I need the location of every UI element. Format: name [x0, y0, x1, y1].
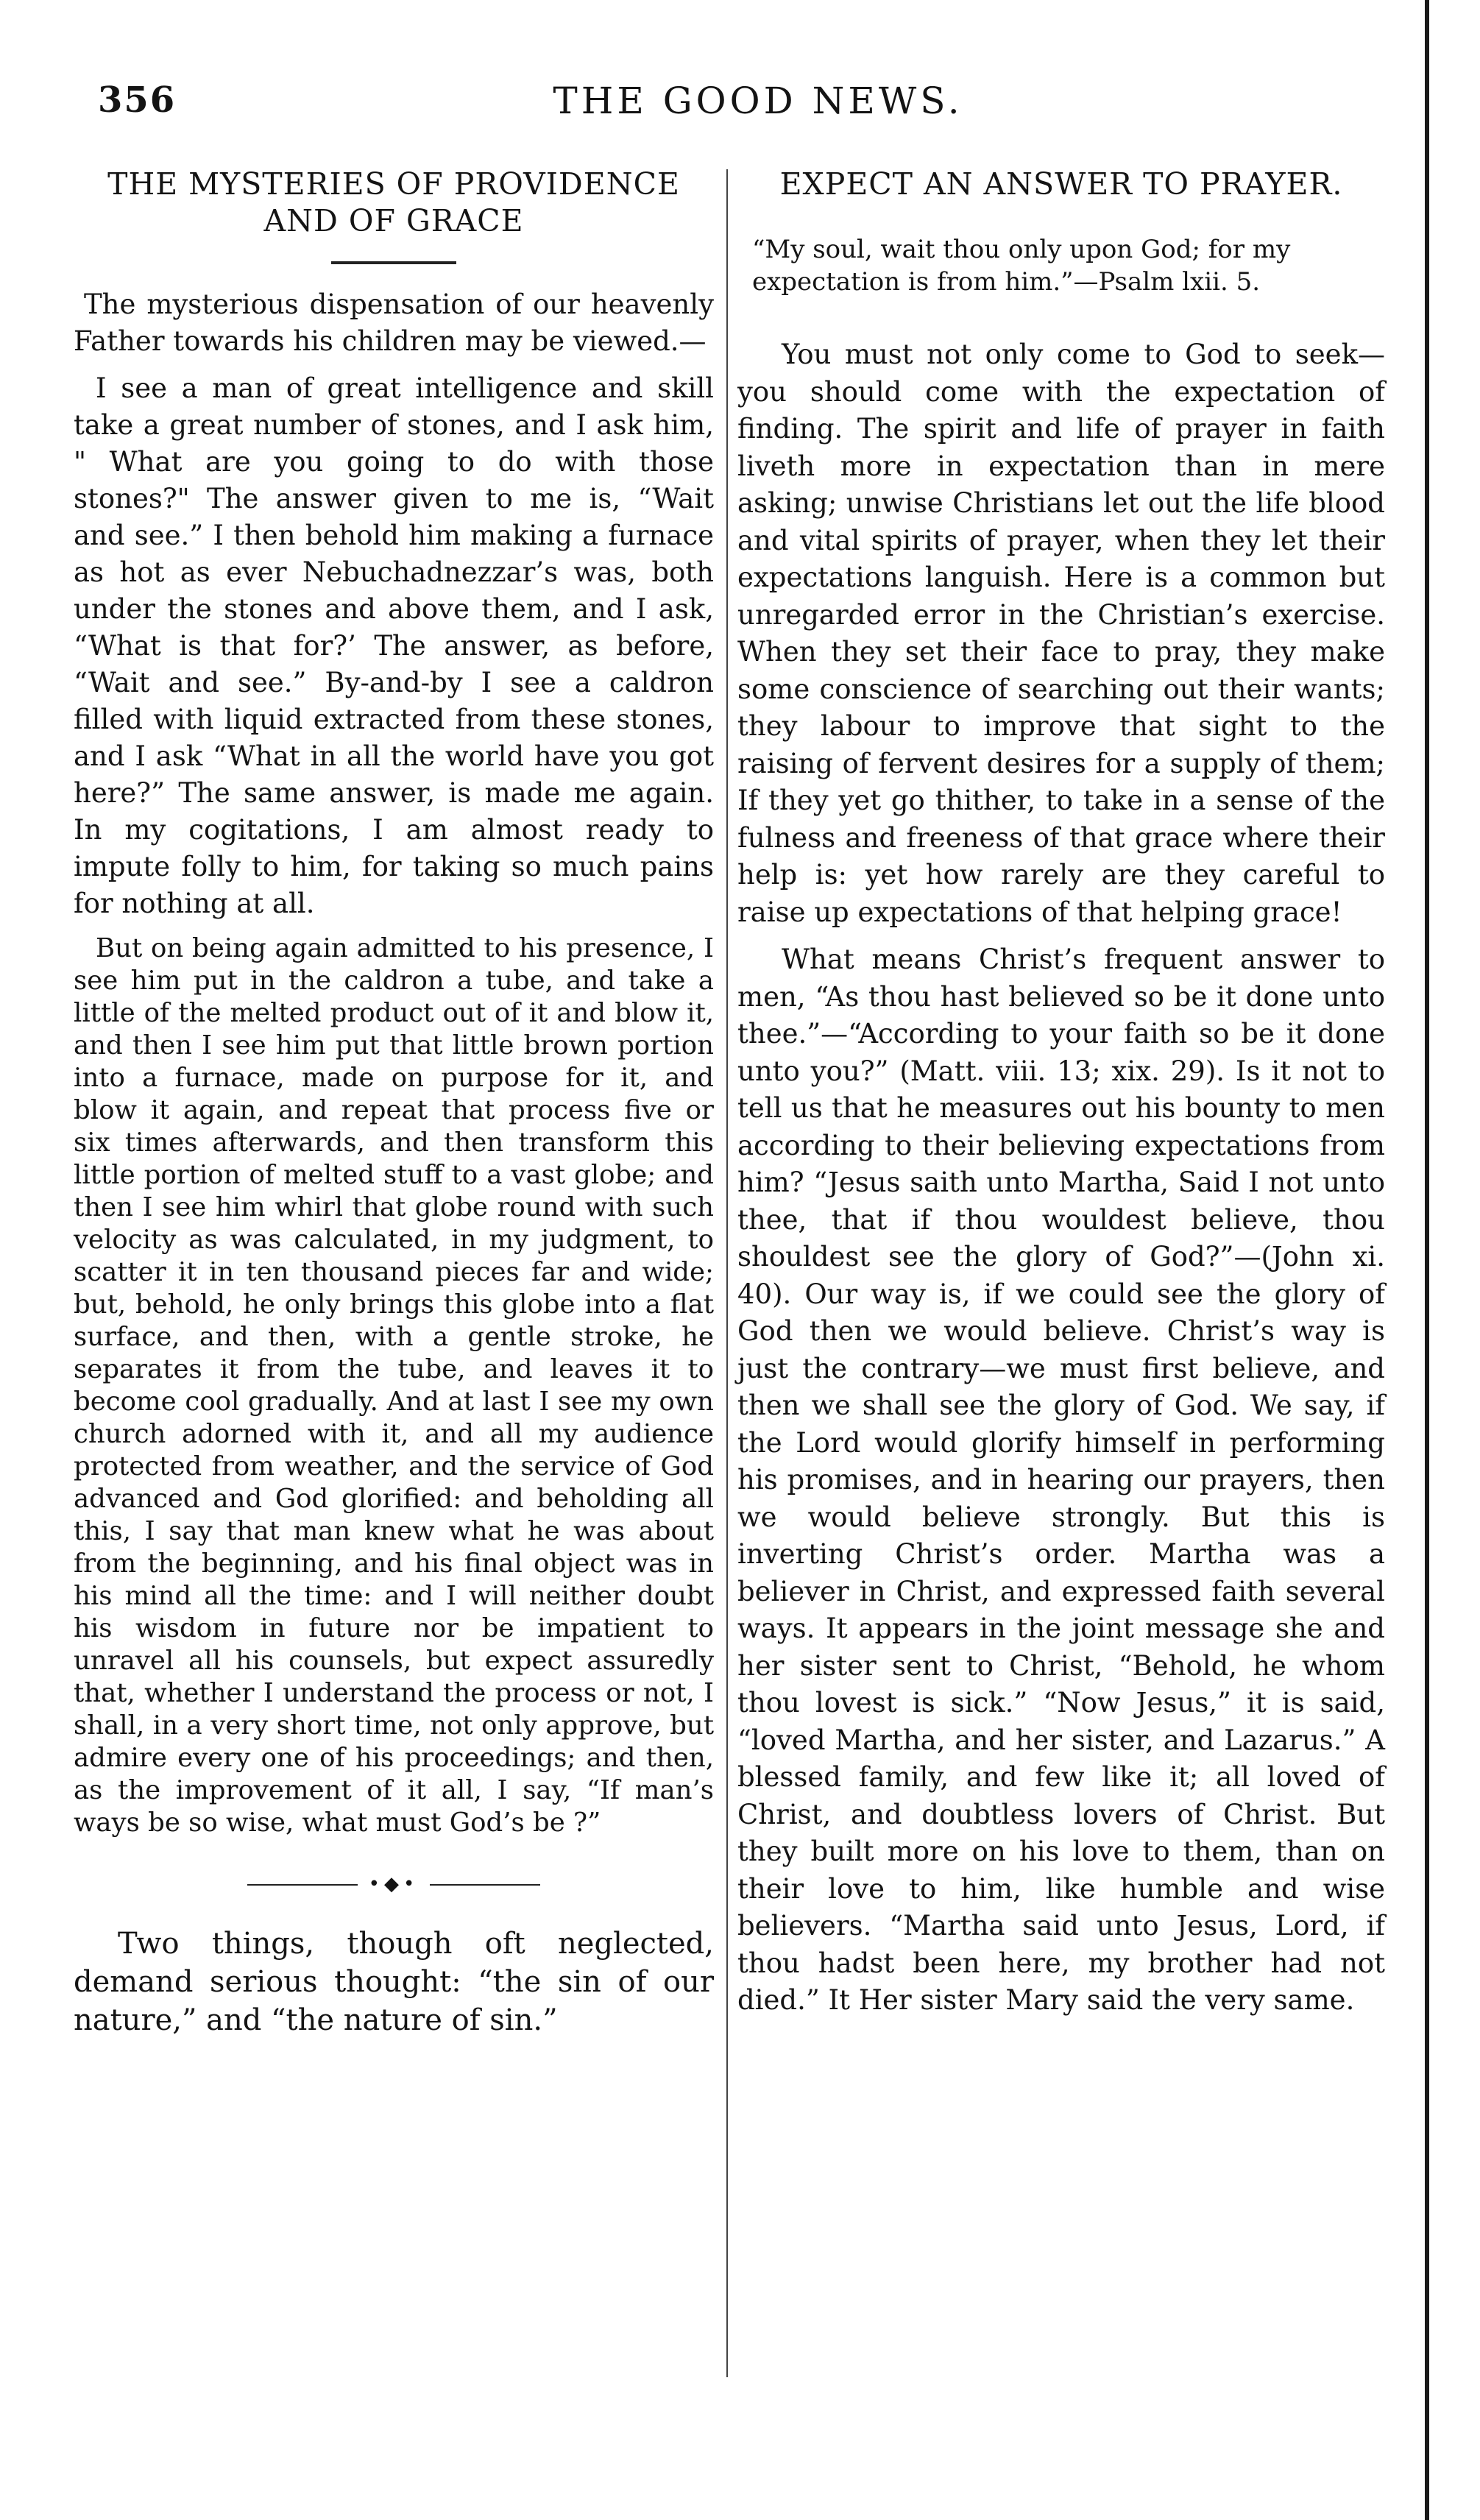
article-paragraph: What means Christ’s frequent answer to men, “As thou hast believed so be it done unto thee.”—“According to your faith so be it done unto you?” (Matt. viii. 13; xix. 29). Is it not to tell us that he measures out his bounty to men according to their believing expectations from him? “Jesus saith unto Martha, Said I not unto thee, that if thou wouldest believe, thou shouldest see the glory of God?”—(John xi. 40). Our way is, if we could see the glory of God then we would believe. Christ’s way is just the contrary—we must first believe, and then we shall see the glory of God. We say, if the Lord would glorify himself in performing his promises, and in hearing our prayers, then we would believe strongly. But this is inverting Christ’s order. Martha was a believer in Christ, and expressed faith several ways. It appears in the joint message she and her sister sent to Christ, “Behold, he whom thou lovest is sick.” “Now Jesus,” it is said, “loved Martha, and her sister, and Lazarus.” A blessed family, and few like it; all loved of Christ, and doubtless lovers of Christ. But they built more on his love to them, than on their love to him, like humble and wise believers. “Martha said unto Jesus, Lord, if thou hadst been here, my brother had not died.” It Her sister Mary said the very same.: [737, 944, 1385, 2016]
article-paragraph: You must not only come to God to seek—you should come with the expectation of finding. The spirit and life of prayer in faith liveth more in expectation than in mere asking; unwise Christians let out the life blood and vital spirits of prayer, when they let their expectations languish. Here is a common but unregarded error in the Christian’s exercise. When they set their face to pray, they make some conscience of searching out their wants; they labour to improve that sight to the raising of fervent desires for a supply of them; If they yet go thither, to take in a sense of the fulness and freeness of that grace where their help is: yet how rarely are they careful to raise up expectations of that helping grace!: [737, 339, 1385, 928]
article-paragraph: But on being again admitted to his presence, I see him put in the caldron a tube, and take a little of the melted product out of it and blow it, and then I see him put that little brown portion into a furnace, made on purpose for it, and blow it again, and repeat that process five or six times afterwards, and then transform this little portion of melted stuff to a vast globe; and then I see him whirl that globe round with such velocity as was calculated, in my judgment, to scatter it in ten thousand pieces far and wide; but, behold, he only brings this globe into a flat surface, and then, with a gentle stroke, he separates it from the tube, and leaves it to become cool gradually. And at last I see my own church adorned with it, and all my audience protected from weather, and the service of God advanced and God glorified: and beholding all this, I say that man knew what he was about from the beginning, and his final object was in his mind all the time: and I will neither doubt his wisdom in future nor be impatient to unravel all his counsels, but expect assuredly that, whether I understand the process or not, I shall, in a very short time, not only approve, but admire every one of his proceedings; and then, as the improvement of it all, I say, “If man’s ways be so wise, what must God’s be ?”: [74, 933, 714, 1838]
separator-rule: [247, 1884, 358, 1886]
right-column-article: [737, 166, 1385, 2030]
column-divider: [726, 169, 728, 2377]
article-paragraph: The mysterious dispensation of our heavenly Father towards his children may be viewed.—: [74, 289, 714, 357]
page-edge-rule: [1425, 0, 1429, 2520]
article-paragraph: I see a man of great intelligence and skill take a great number of stones, and I ask him, " What are you going to do with those stones?" The answer given to me is, “Wait and see.” I then behold him making a furnace as hot as ever Nebuchadnezzar’s was, both under the stones and above them, and I ask, “What is that for?’ The answer, as before, “Wait and see.” By-and-by I see a caldron filled with liquid extracted from these stones, and I ask “What in all the world have you got here?” The same answer, is made me again. In my cogitations, I am almost ready to impute folly to him, for taking so much pains for nothing at all.: [74, 372, 714, 919]
epigraph: “My soul, wait thou only upon God; for my expectation is from him.”—Psalm lxii. 5.: [752, 235, 1291, 297]
title-underline: [331, 261, 456, 264]
section-separator: [74, 1873, 714, 1895]
running-title: THE GOOD NEWS.: [553, 79, 963, 122]
page-header: [92, 79, 1424, 131]
separator-ornament: •◆•: [368, 1873, 419, 1895]
separator-rule: [430, 1884, 540, 1886]
left-column-article: [74, 166, 714, 2050]
page-number: 356: [98, 79, 177, 121]
closing-note: Two things, though oft neglected, demand serious thought: “the sin of our nature,” and “the nature of sin.”: [74, 1927, 714, 2037]
article-title: THE MYSTERIES OF PROVIDENCE AND OF GRACE: [107, 166, 680, 238]
article-title: EXPECT AN ANSWER TO PRAYER.: [779, 166, 1343, 202]
